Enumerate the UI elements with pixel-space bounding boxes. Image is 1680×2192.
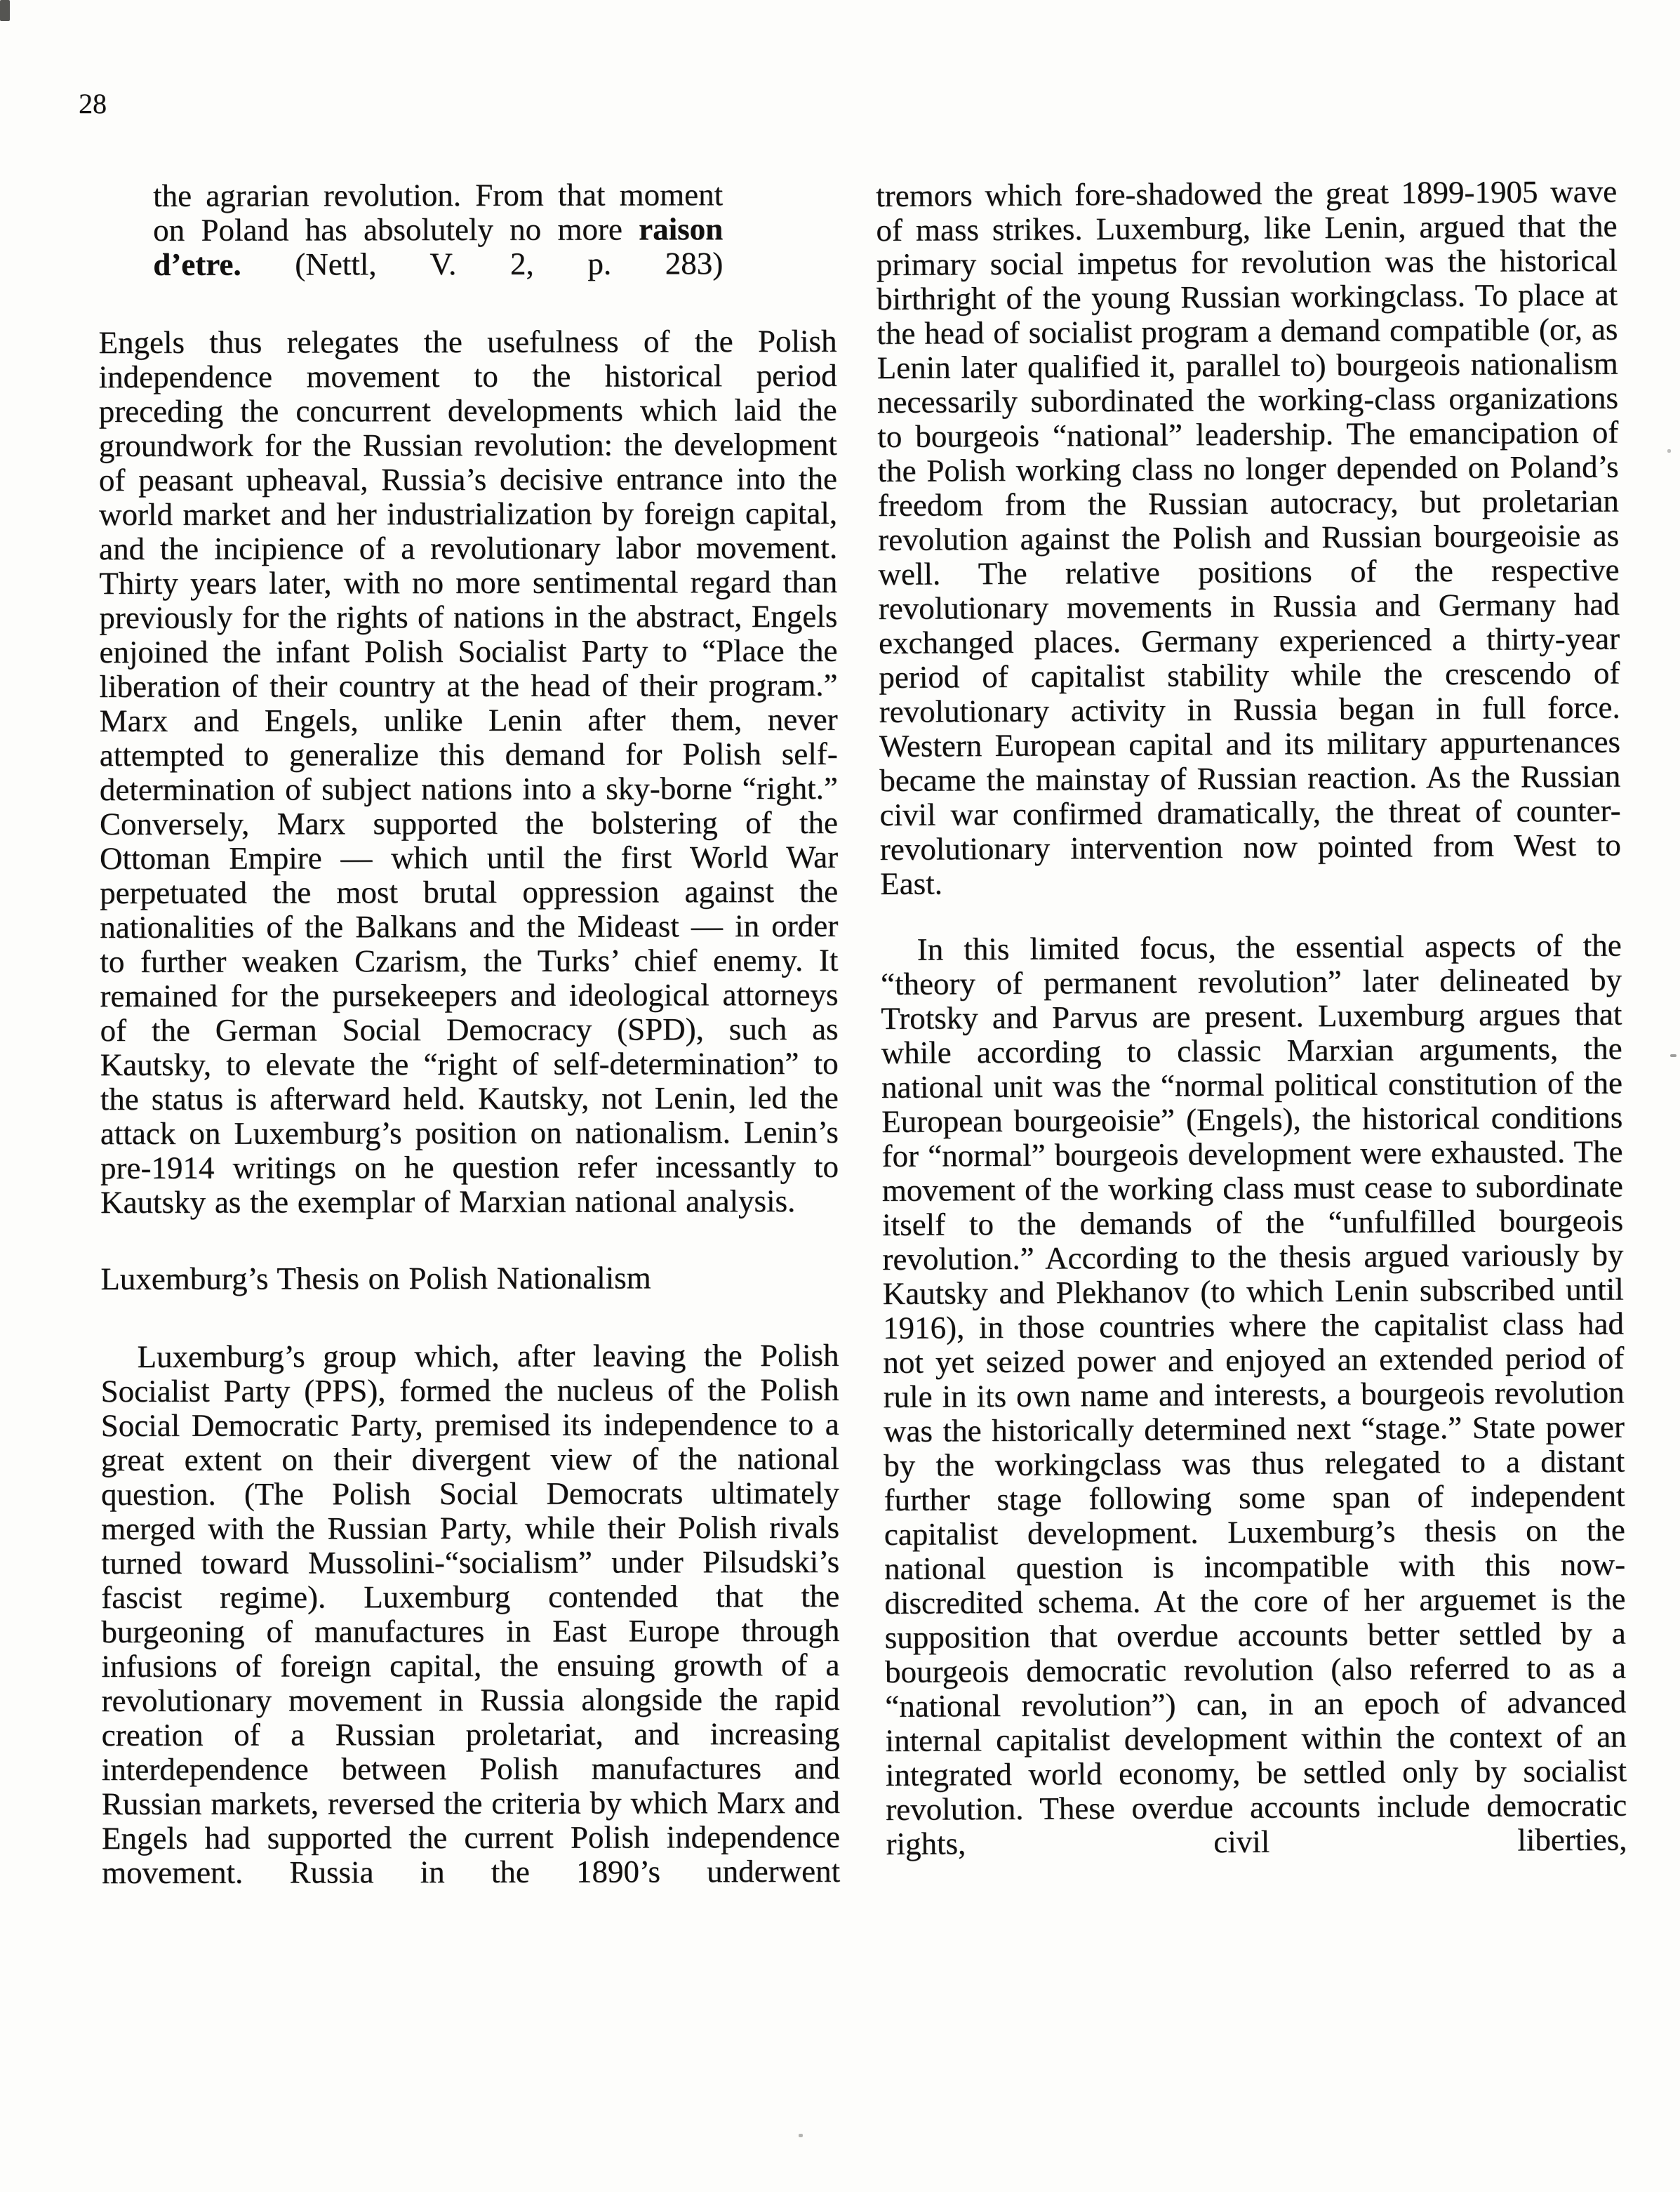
- scan-artifact: [799, 2134, 803, 2137]
- paragraph-engels-relegates: Engels thus relegates the usefulness of the Polish independence movement to the historical period preceding the concurrent developments which laid the groundwork for the Russian revolution: the development of peasant upheaval, Russia’s decisive entrance into the world market and her industrialization by foreign capital, and the incipience of a revolutionary labor movement. Thirty years later, with no more sentimental regard than previously for the rights of nations in the abstract, Engels enjoined the infant Polish Socialist Party to “Place the liberation of their country at the head of their program.” Marx and Engels, unlike Lenin after them, never attempted to generalize this demand for Polish self-determination of subject nations into a sky-borne “right.” Conversely, Marx supported the bolstering of the Ottoman Empire — which until the first World War perpetuated the most brutal oppression against the nationalities of the Balkans and the Mideast — in order to further weaken Czarism, the Turks’ chief enemy. It remained for the pursekeepers and ideological attorneys of the German Social Democracy (SPD), such as Kautsky, to elevate the “right of self-determination” to the status is afterward held. Kautsky, not Lenin, led the attack on Luxemburg’s position on nationalism. Lenin’s pre-1914 writings on he question refer incessantly to Kautsky as the exemplar of Marxian national analysis.: [98, 323, 839, 1220]
- right-column: [876, 175, 1627, 1861]
- paragraph-luxemburg-group: Luxemburg’s group which, after leaving the Polish Socialist Party (PPS), formed the nucleus of the Polish Social Democratic Party, premised its independence to a great extent on their divergent view of the national question. (The Polish Social Democrats ultimately merged with the Russian Party, while their Polish rivals turned toward Mussolini-“socialism” under Pilsudski’s fascist regime). Luxemburg contended that the burgeoning of manufactures in East Europe through infusions of foreign capital, the ensuing growth of a revolutionary movement in Russia alongside the rapid creation of a Russian proletariat, and increasing interdependence between Polish manufactures and Russian markets, reversed the criteria by which Marx and Engels had supported the current Polish independence movement. Russia in the 1890’s underwent: [100, 1337, 841, 1890]
- quote-text: the agrarian revolution. From that moment on Poland has absolutely no more: [152, 177, 724, 248]
- paragraph-limited-focus: In this limited focus, the essential aspects of the “theory of permanent revolution” later delineated by Trotsky and Parvus are present. Luxemburg argues that while according to classic Marxian arguments, the national unit was the “normal political constitution of the European bourgeoisie” (Engels), the historical conditions for “normal” bourgeois development were exhausted. The movement of the working class must cease to subordinate itself to the demands of the “unfulfilled bourgeois revolution.” According to the thesis argued variously by Kautsky and Plekhanov (to which Lenin subscribed until 1916), in those countries where the capitalist class had not yet seized power and enjoyed an extended period of rule in its own name and interests, a bourgeois revolution was the historically determined next “stage.” State power by the workingclass was thus relegated to a distant further stage following some span of independent capitalist development. Luxemburg’s thesis on the national question is incompatible with this now-discredited schema. At the core of her arguemet is the supposition that overdue accounts better settled by a bourgeois democratic revolution (also referred to as a “national revolution”) can, in an epoch of advanced internal capitalist development within the context of an integrated world economy, be settled only by socialist revolution. These overdue accounts include democratic rights, civil liberties,: [880, 927, 1627, 1861]
- scan-artifact: [0, 0, 10, 21]
- paragraph-tremors: tremors which fore-shadowed the great 1899-1905 wave of mass strikes. Luxemburg, like Lenin, argued that the primary social impetus for revolution was the historical birthright of the young Russian workingclass. To place at the head of socialist program a demand compatible (or, as Lenin later qualified it, parallel to) bourgeois nationalism necessarily subordinated the working-class organizations to bourgeois “national” leadership. The emancipation of the Polish working class no longer depended on Poland’s freedom from the Russian autocracy, but proletarian revolution against the Polish and Russian bourgeoisie as well. The relative positions of the respective revolutionary movements in Russia and Germany had exchanged places. Germany experienced a thirty-year period of capitalist stability while the crescendo of revolutionary activity in Russia began in full force. Western European capital and its military appurtenances became the mainstay of Russian reaction. As the Russian civil war confirmed dramatically, the threat of counter-revolutionary intervention now pointed from West to East.: [875, 173, 1621, 901]
- page-number: 28: [79, 88, 107, 119]
- left-column: [98, 178, 840, 1890]
- quote-citation: (Nettl, V. 2, p. 283): [241, 246, 724, 282]
- quote-bold-phrase: raison d’etre.: [153, 211, 724, 282]
- scan-artifact: [1670, 1054, 1676, 1057]
- section-heading: Luxemburg’s Thesis on Polish Nationalism: [100, 1260, 651, 1296]
- scan-artifact: [1667, 449, 1671, 453]
- block-quote: [153, 178, 723, 282]
